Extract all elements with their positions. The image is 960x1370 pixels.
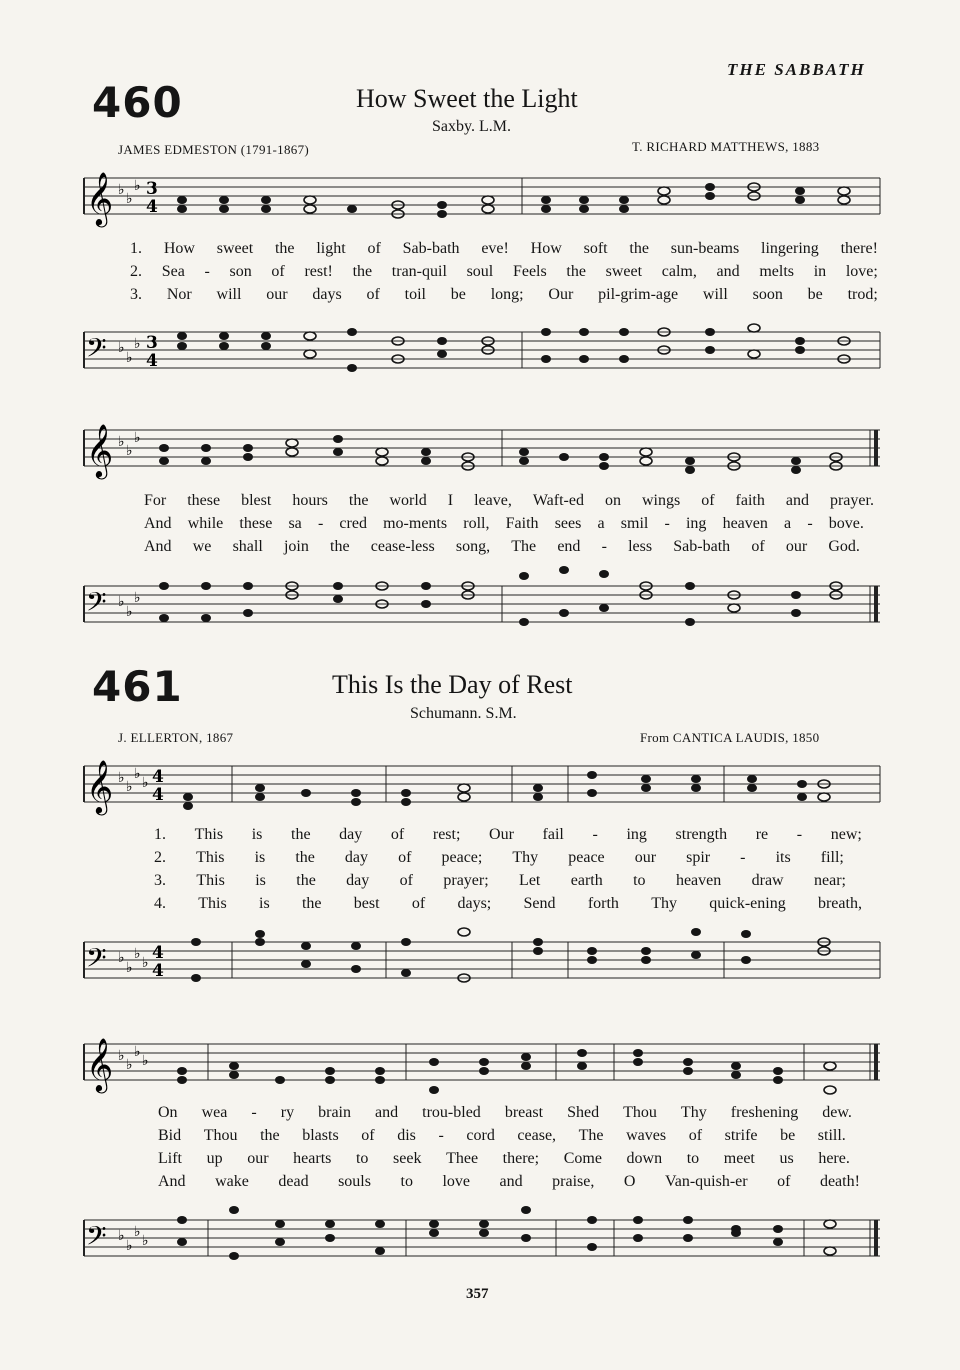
lyric-word: is (254, 849, 266, 866)
lyric-word: of (366, 286, 380, 303)
page-number: 357 (466, 1286, 489, 1302)
lyric-word: 3. (154, 872, 166, 889)
treble-staff (84, 759, 884, 813)
lyric-word: 2. (130, 263, 142, 280)
svg-text:♭: ♭ (142, 1053, 149, 1069)
lyric-word: these (187, 492, 221, 509)
svg-text:♭: ♭ (142, 1233, 149, 1249)
lyric-word: cease-less (370, 538, 435, 555)
lyric-word: leave, (474, 492, 512, 509)
treble-staff (84, 1037, 884, 1091)
lyric-word: blest (241, 492, 272, 509)
lyric-word: of (398, 849, 412, 866)
lyric-word: Lift (158, 1150, 182, 1167)
lyric-word: the (629, 240, 649, 257)
hymn-title: This Is the Day of Rest (332, 670, 573, 699)
lyric-word: the (295, 849, 315, 866)
lyric-word: wings (641, 492, 681, 509)
lyric-word: rest; (432, 826, 461, 843)
lyric-word: days (312, 286, 342, 303)
lyric-word: Shed (567, 1104, 600, 1121)
lyric-word: wea (201, 1104, 228, 1121)
lyric-word: strength (675, 826, 728, 843)
lyric-word: love; (845, 263, 878, 280)
svg-text:♭: ♭ (126, 604, 133, 620)
lyric-word: On (158, 1104, 178, 1121)
lyric-word: forth (587, 895, 619, 912)
lyric-word: while (187, 515, 224, 532)
svg-text:♭: ♭ (126, 443, 133, 459)
lyric-word: days; (457, 895, 492, 912)
lyric-word: son (229, 263, 252, 280)
lyric-word: O (623, 1173, 636, 1190)
lyric-word: our (785, 538, 808, 555)
lyric-word: the (274, 240, 295, 257)
svg-text:♭: ♭ (134, 946, 141, 962)
treble-staff (84, 423, 884, 477)
lyric-word: faith (735, 492, 765, 509)
svg-text:♭: ♭ (118, 1228, 125, 1244)
lyric-word: be (780, 1127, 796, 1144)
lyric-line (154, 849, 844, 867)
lyric-word: hours (292, 492, 328, 509)
lyric-word: on (604, 492, 621, 509)
lyric-word: Faith (505, 515, 539, 532)
lyric-word: to (355, 1150, 369, 1167)
lyric-word: cred (339, 515, 367, 532)
lyric-word: rest! (304, 263, 333, 280)
lyric-word: a (597, 515, 605, 532)
lyric-word: And (158, 1173, 186, 1190)
hymn-composer: T. RICHARD MATTHEWS, 1883 (632, 139, 820, 154)
svg-text:♭: ♭ (126, 350, 133, 366)
lyric-word: us (779, 1150, 794, 1167)
lyric-word: Sea (161, 263, 185, 280)
lyric-word: This (196, 849, 225, 866)
lyric-line (154, 872, 846, 890)
bass-clef-icon: 𝄢 (86, 942, 107, 980)
lyric-word: of (751, 538, 765, 555)
lyric-word: day (346, 872, 370, 889)
treble-clef-icon: 𝄞 (86, 171, 114, 225)
lyric-word: Thy (512, 849, 539, 866)
svg-text:♭: ♭ (118, 950, 125, 966)
svg-text:4: 4 (152, 785, 164, 805)
lyric-word: Thy (680, 1104, 707, 1121)
lyric-word: - (740, 849, 746, 866)
hymn-number: 461 (92, 662, 183, 711)
svg-text:♭: ♭ (126, 191, 133, 207)
lyric-word: up (206, 1150, 223, 1167)
lyric-word: - (251, 1104, 257, 1121)
lyric-word: This (196, 872, 225, 889)
lyric-word: 1. (154, 826, 166, 843)
lyric-word: to (400, 1173, 413, 1190)
lyric-word: the (348, 492, 369, 509)
lyric-word: tran-quil (391, 263, 447, 280)
lyric-word: breast (504, 1104, 544, 1121)
lyric-word: of (411, 895, 426, 912)
lyric-word: still. (817, 1127, 846, 1144)
lyric-word: Come (563, 1150, 602, 1167)
lyric-word: the (566, 263, 586, 280)
lyric-word: sees (554, 515, 582, 532)
lyric-word: sweet (216, 240, 254, 257)
lyric-word: calm, (661, 263, 697, 280)
lyric-word: Let (519, 872, 541, 889)
svg-text:♭: ♭ (134, 430, 141, 446)
lyric-word: The (578, 1127, 604, 1144)
lyric-word: breath, (817, 895, 862, 912)
lyric-word: seek (393, 1150, 422, 1167)
lyric-word: trod; (847, 286, 878, 303)
svg-text:4: 4 (152, 961, 164, 981)
lyric-word: meet (723, 1150, 755, 1167)
svg-text:♭: ♭ (142, 955, 149, 971)
lyric-word: lingering (761, 240, 819, 257)
lyric-word: mo-ments (383, 515, 448, 532)
lyric-word: down (626, 1150, 663, 1167)
lyric-word: our (247, 1150, 269, 1167)
lyric-word: - (796, 826, 803, 843)
lyric-word: souls (338, 1173, 371, 1190)
svg-text:♭: ♭ (142, 775, 149, 791)
lyric-word: love (442, 1173, 471, 1190)
lyric-word: For (144, 492, 167, 509)
lyric-word: prayer; (443, 872, 489, 889)
lyric-word: pil-grim-age (598, 286, 679, 303)
lyric-word: ing (685, 515, 707, 532)
lyric-word: bove. (828, 515, 864, 532)
lyric-word: The (511, 538, 537, 555)
lyric-line (158, 1150, 850, 1168)
lyric-word: of (399, 872, 413, 889)
lyric-word: Our (489, 826, 514, 843)
lyric-word: Nor (166, 286, 192, 303)
lyric-word: is (255, 872, 266, 889)
lyric-word: day (339, 826, 363, 843)
time-signature-top: 3 (146, 179, 158, 199)
lyric-line (154, 826, 862, 844)
lyric-word: of (367, 240, 381, 257)
hymn-author: JAMES EDMESTON (1791-1867) (118, 142, 310, 157)
time-signature-bottom: 4 (146, 197, 158, 217)
lyric-word: will (216, 286, 242, 303)
lyric-word: - (438, 1127, 444, 1144)
lyric-word: 2. (154, 849, 166, 866)
lyric-word: world (389, 492, 427, 509)
lyric-word: new; (830, 826, 862, 843)
lyric-word: 3. (130, 286, 142, 303)
lyric-word: How (530, 240, 562, 257)
lyric-word: Thou (623, 1104, 657, 1121)
lyric-word: - (664, 515, 670, 532)
lyric-word: Sab-bath (402, 240, 460, 257)
svg-text:♭: ♭ (126, 1238, 133, 1254)
lyric-word: of (271, 263, 285, 280)
lyric-word: fail (542, 826, 564, 843)
lyric-word: spir (686, 849, 711, 866)
svg-text:♭: ♭ (134, 1224, 141, 1240)
lyric-word: fill; (820, 849, 844, 866)
lyric-word: roll, (463, 515, 490, 532)
lyric-word: This (194, 826, 224, 843)
lyric-word: waves (626, 1127, 667, 1144)
svg-text:♭: ♭ (118, 340, 125, 356)
lyric-word: in (813, 263, 827, 280)
lyric-word: smil (620, 515, 649, 532)
treble-clef-icon: 𝄞 (86, 759, 114, 813)
lyric-word: How (163, 240, 195, 257)
lyric-word: less (628, 538, 653, 555)
lyric-word: the (291, 826, 311, 843)
hymn-author: J. ELLERTON, 1867 (118, 730, 234, 745)
lyric-word: the (301, 895, 322, 912)
lyric-line (130, 263, 878, 281)
bass-clef-icon: 𝄢 (86, 1220, 107, 1258)
bass-staff (84, 580, 884, 628)
lyric-word: Sab-bath (673, 538, 731, 555)
lyric-word: Thou (203, 1127, 238, 1144)
hymn-tune: Saxby. L.M. (432, 118, 511, 135)
lyric-line (130, 240, 878, 258)
lyric-word: brain (318, 1104, 351, 1121)
lyric-word: toil (404, 286, 426, 303)
lyric-word: to (686, 1150, 700, 1167)
lyric-word: our (634, 849, 657, 866)
lyric-word: dis (397, 1127, 416, 1144)
lyric-word: be (450, 286, 466, 303)
lyric-word: peace (568, 849, 605, 866)
bass-staff (84, 1214, 884, 1262)
lyric-word: Bid (158, 1127, 182, 1144)
bass-staff (84, 326, 884, 374)
lyric-word: - (204, 263, 210, 280)
svg-text:♭: ♭ (134, 766, 141, 782)
lyric-word: light (316, 240, 346, 257)
svg-text:♭: ♭ (118, 1048, 125, 1064)
lyric-word: melts (759, 263, 795, 280)
lyric-line (158, 1127, 846, 1145)
lyric-word: day (344, 849, 369, 866)
svg-text:♭: ♭ (134, 336, 141, 352)
svg-text:♭: ♭ (134, 178, 141, 194)
lyric-word: and (716, 263, 740, 280)
lyric-word: re (755, 826, 769, 843)
lyric-word: God. (828, 538, 860, 555)
lyric-word: the (296, 872, 316, 889)
lyric-word: eve! (481, 240, 509, 257)
svg-text:♭: ♭ (126, 779, 133, 795)
lyric-word: Our (548, 286, 574, 303)
lyric-word: to (633, 872, 646, 889)
svg-text:♭: ♭ (118, 594, 125, 610)
lyric-word: This (198, 895, 227, 912)
lyric-word: of (390, 826, 405, 843)
lyric-word: soon (752, 286, 783, 303)
svg-text:♭: ♭ (118, 434, 125, 450)
lyric-line (130, 286, 878, 304)
lyric-line (158, 1173, 860, 1191)
treble-clef-icon: 𝄞 (86, 1037, 114, 1091)
lyric-word: quick-ening (709, 895, 786, 912)
lyric-word: be (807, 286, 823, 303)
lyric-line (154, 895, 862, 913)
svg-text:♭: ♭ (118, 182, 125, 198)
lyric-word: long; (490, 286, 524, 303)
lyric-word: heaven (675, 872, 722, 889)
hymn-tune: Schumann. S.M. (410, 705, 517, 722)
lyric-word: dew. (822, 1104, 852, 1121)
svg-text:♭: ♭ (134, 1044, 141, 1060)
bass-clef-icon: 𝄢 (86, 586, 107, 624)
lyric-word: - (592, 826, 598, 843)
lyric-word: of (777, 1173, 791, 1190)
lyric-word: is (259, 895, 270, 912)
lyric-word: Van-quish-er (664, 1173, 748, 1190)
svg-text:♭: ♭ (126, 960, 133, 976)
svg-text:3: 3 (146, 333, 158, 353)
lyric-word: 1. (130, 240, 142, 257)
svg-text:4: 4 (146, 351, 158, 371)
lyric-word: of (688, 1127, 703, 1144)
lyric-word: I (447, 492, 454, 509)
lyric-word: the (352, 263, 373, 280)
lyric-word: here. (818, 1150, 850, 1167)
treble-clef-icon: 𝄞 (86, 423, 114, 477)
lyric-word: there; (502, 1150, 540, 1167)
lyric-word: prayer. (829, 492, 874, 509)
lyric-word: Thee (446, 1150, 479, 1167)
lyric-word: ing (626, 826, 647, 843)
lyric-word: peace; (441, 849, 483, 866)
lyric-word: dead (278, 1173, 309, 1190)
lyric-word: Thy (651, 895, 677, 912)
lyric-word: - (601, 538, 607, 555)
lyric-line (158, 1104, 852, 1122)
lyric-word: we (192, 538, 212, 555)
lyric-word: sun-beams (670, 240, 740, 257)
lyric-word: earth (570, 872, 603, 889)
bass-staff (84, 936, 884, 984)
treble-staff (84, 171, 884, 225)
svg-text:♭: ♭ (118, 770, 125, 786)
lyric-word: cord (466, 1127, 495, 1144)
lyric-word: the (260, 1127, 280, 1144)
notes (177, 183, 850, 218)
lyric-word: will (702, 286, 728, 303)
lyric-word: freshening (730, 1104, 799, 1121)
lyric-word: these (239, 515, 273, 532)
lyric-word: sweet (605, 263, 643, 280)
lyric-word: and (499, 1173, 523, 1190)
lyric-word: a (784, 515, 792, 532)
lyric-word: and (375, 1104, 399, 1121)
hymn-composer: From CANTICA LAUDIS, 1850 (640, 730, 820, 745)
lyric-word: Send (523, 895, 556, 912)
lyric-word: draw (751, 872, 784, 889)
svg-text:4: 4 (152, 767, 164, 787)
svg-text:♭: ♭ (134, 590, 141, 606)
lyric-word: trou-bled (422, 1104, 481, 1121)
lyric-word: 4. (154, 895, 166, 912)
hymn-title: How Sweet the Light (356, 84, 578, 113)
hymn-number: 460 (92, 78, 183, 127)
lyric-word: of (361, 1127, 375, 1144)
lyric-word: our (266, 286, 288, 303)
lyric-word: its (775, 849, 791, 866)
lyric-word: end (557, 538, 581, 555)
lyric-word: praise, (552, 1173, 595, 1190)
lyric-word: and (785, 492, 809, 509)
lyric-word: shall (232, 538, 263, 555)
lyric-word: join (283, 538, 309, 555)
lyric-word: hearts (293, 1150, 332, 1167)
lyric-word: heaven (722, 515, 768, 532)
lyric-line (144, 492, 874, 510)
lyric-word: soul (466, 263, 494, 280)
lyric-word: strife (724, 1127, 758, 1144)
lyric-word: cease, (517, 1127, 557, 1144)
lyric-word: blasts (302, 1127, 339, 1144)
lyric-word: is (251, 826, 263, 843)
lyric-word: - (317, 515, 324, 532)
lyric-word: near; (813, 872, 846, 889)
lyric-word: the (330, 538, 350, 555)
lyric-word: soft (583, 240, 608, 257)
lyric-word: death! (819, 1173, 860, 1190)
lyric-word: sa (288, 515, 302, 532)
lyric-word: of (701, 492, 715, 509)
lyric-word: there! (840, 240, 878, 257)
lyric-word: - (807, 515, 813, 532)
svg-text:4: 4 (152, 943, 164, 963)
section-heading: THE SABBATH (727, 60, 866, 79)
lyric-line (144, 538, 860, 556)
lyric-word: Waft-ed (532, 492, 584, 509)
lyric-word: wake (215, 1173, 249, 1190)
lyric-word: ry (280, 1104, 295, 1121)
lyric-word: song, (455, 538, 491, 555)
lyric-line (144, 515, 864, 533)
lyric-word: best (353, 895, 380, 912)
lyric-word: And (144, 515, 172, 532)
lyric-word: And (144, 538, 172, 555)
lyric-word: Feels (512, 263, 547, 280)
svg-text:♭: ♭ (126, 1057, 133, 1073)
bass-clef-icon: 𝄢 (86, 332, 107, 370)
